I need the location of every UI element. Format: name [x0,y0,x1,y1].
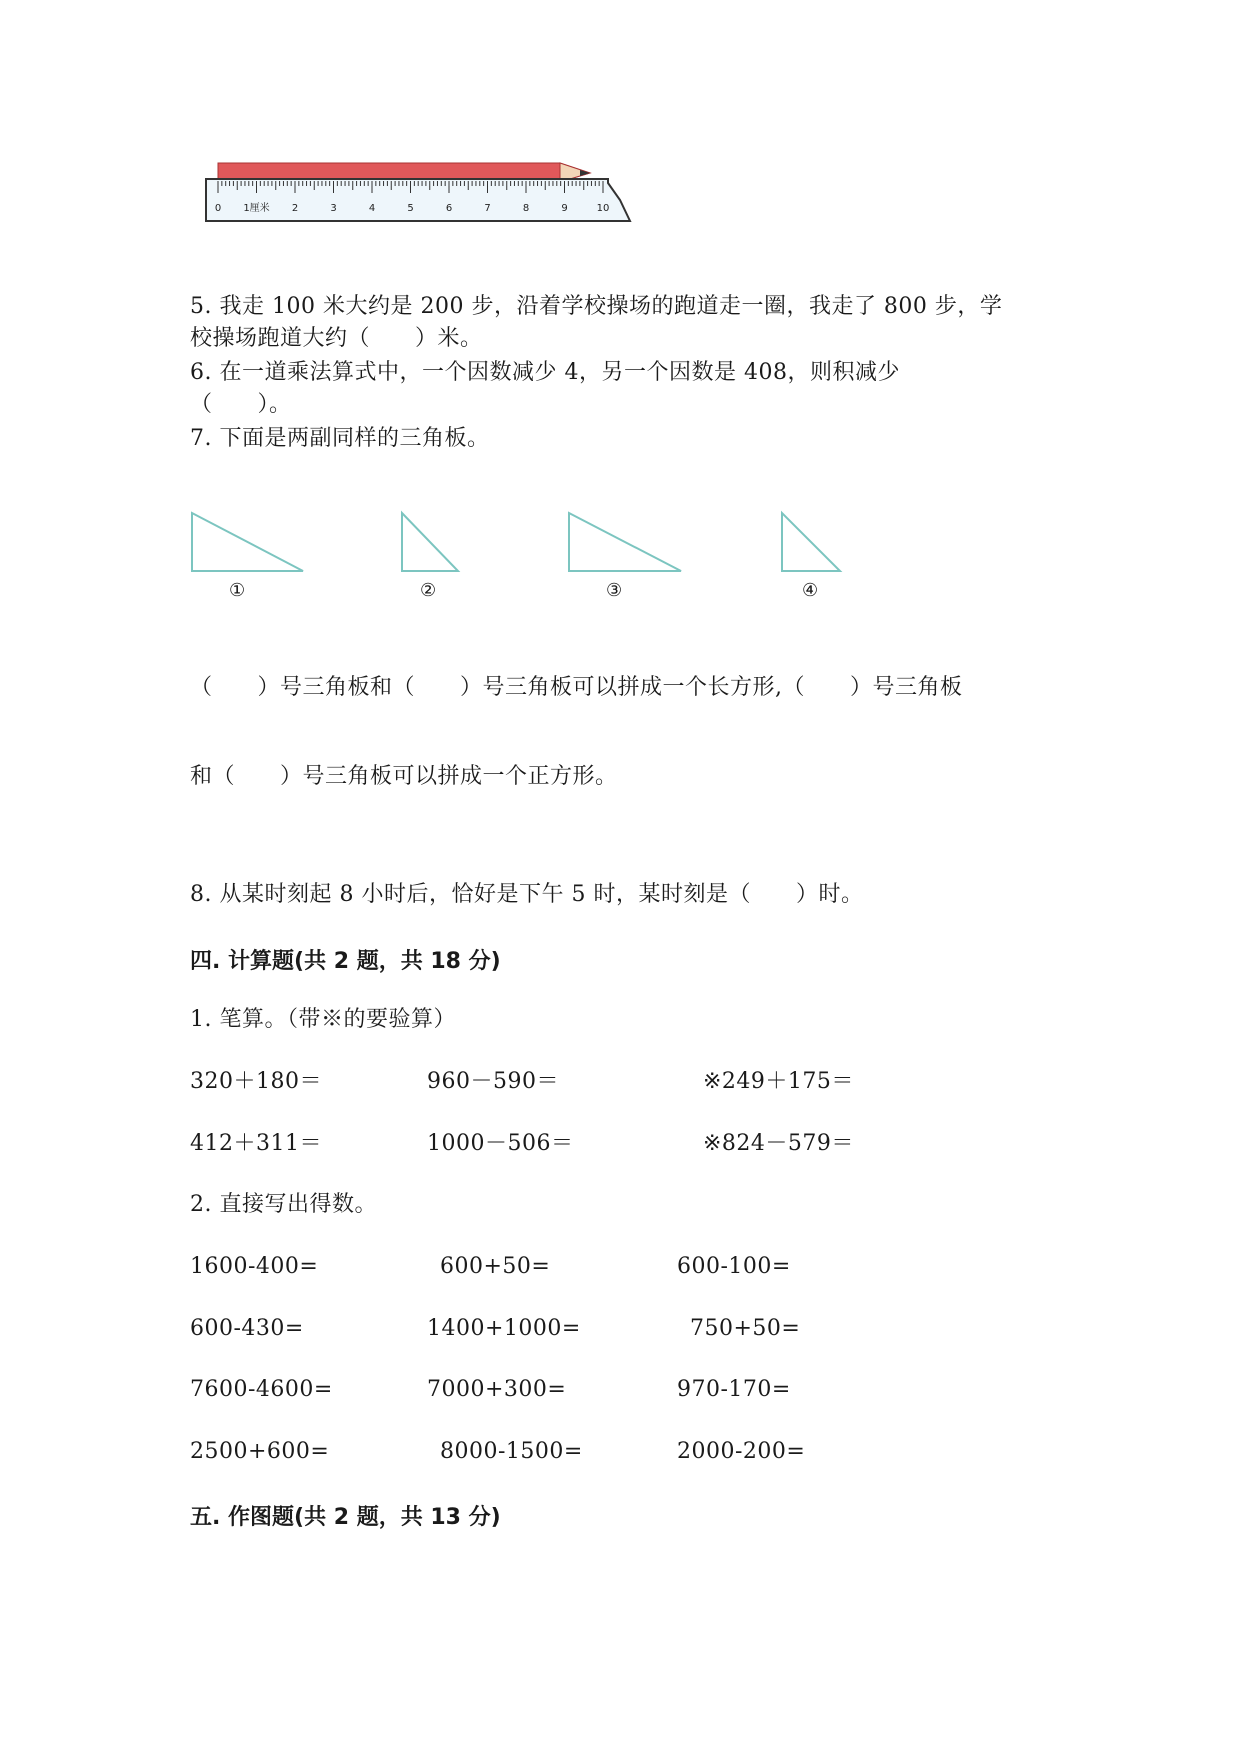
ruler-number: 6 [445,203,453,214]
ruler-number: 5 [407,203,414,214]
ruler-number: 8 [522,203,530,214]
triangle-3 [569,513,681,571]
q6-line2: （ ）。 [190,392,292,417]
ruler-number: 9 [561,203,568,214]
ruler-number: 3 [330,203,337,214]
direct-r4-c3: 2000-200= [677,1439,806,1464]
calc-r2-c3: ※824－579＝ [703,1131,854,1156]
direct-r2-c3: 750+50= [690,1316,801,1341]
section4-q2: 2. 直接写出得数。 [190,1192,377,1217]
triangle-2 [402,513,458,571]
q6-line1: 6. 在一道乘法算式中，一个因数减少 4，另一个因数是 408，则积减少 [190,360,900,385]
triangle-1 [192,513,303,571]
ruler-number: 4 [368,203,376,214]
ruler-number: 1厘米 [243,203,270,214]
ruler-number: 2 [291,203,299,214]
direct-r3-c3: 970-170= [677,1377,791,1402]
section5-title: 五. 作图题(共 2 题，共 13 分) [190,1505,501,1530]
direct-r1-c1: 1600-400= [190,1254,319,1279]
section4-q1: 1. 笔算。（带※的要验算） [190,1007,456,1032]
ruler-number: 0 [214,203,222,214]
direct-r4-c1: 2500+600= [190,1439,330,1464]
calc-r1-c3: ※249＋175＝ [703,1069,854,1094]
q5-line1: 5. 我走 100 米大约是 200 步，沿着学校操场的跑道走一圈，我走了 800 步，学 [190,294,1003,319]
direct-r2-c1: 600-430= [190,1316,304,1341]
ruler-figure [200,155,640,235]
q7-fill-line2: 和（ ）号三角板可以拼成一个正方形。 [190,764,618,789]
triangle-label-1: ① [229,580,246,601]
direct-r1-c3: 600-100= [677,1254,791,1279]
calc-r2-c1: 412＋311＝ [190,1131,322,1156]
q8-text: 8. 从某时刻起 8 小时后，恰好是下午 5 时，某时刻是（ ）时。 [190,882,864,907]
ruler-pencil-illustration [200,155,640,235]
triangle-label-2: ② [420,580,437,601]
direct-r3-c1: 7600-4600= [190,1377,333,1402]
calc-r1-c2: 960－590＝ [427,1069,559,1094]
triangle-4 [782,513,840,571]
direct-r2-c2: 1400+1000= [427,1316,581,1341]
triangle-label-4: ④ [802,580,819,601]
ruler-number: 7 [484,203,491,214]
section4-title: 四. 计算题(共 2 题，共 18 分) [190,949,501,974]
calc-r2-c2: 1000－506＝ [427,1131,574,1156]
q7-line1: 7. 下面是两副同样的三角板。 [190,426,490,451]
calc-r1-c1: 320＋180＝ [190,1069,322,1094]
q5-line2: 校操场跑道大约（ ）米。 [190,326,483,351]
q7-fill-line1: （ ）号三角板和（ ）号三角板可以拼成一个长方形,（ ）号三角板 [190,675,963,700]
ruler-number: 10 [596,203,610,214]
direct-r4-c2: 8000-1500= [440,1439,583,1464]
triangle-label-3: ③ [606,580,623,601]
direct-r1-c2: 600+50= [440,1254,551,1279]
direct-r3-c2: 7000+300= [427,1377,567,1402]
